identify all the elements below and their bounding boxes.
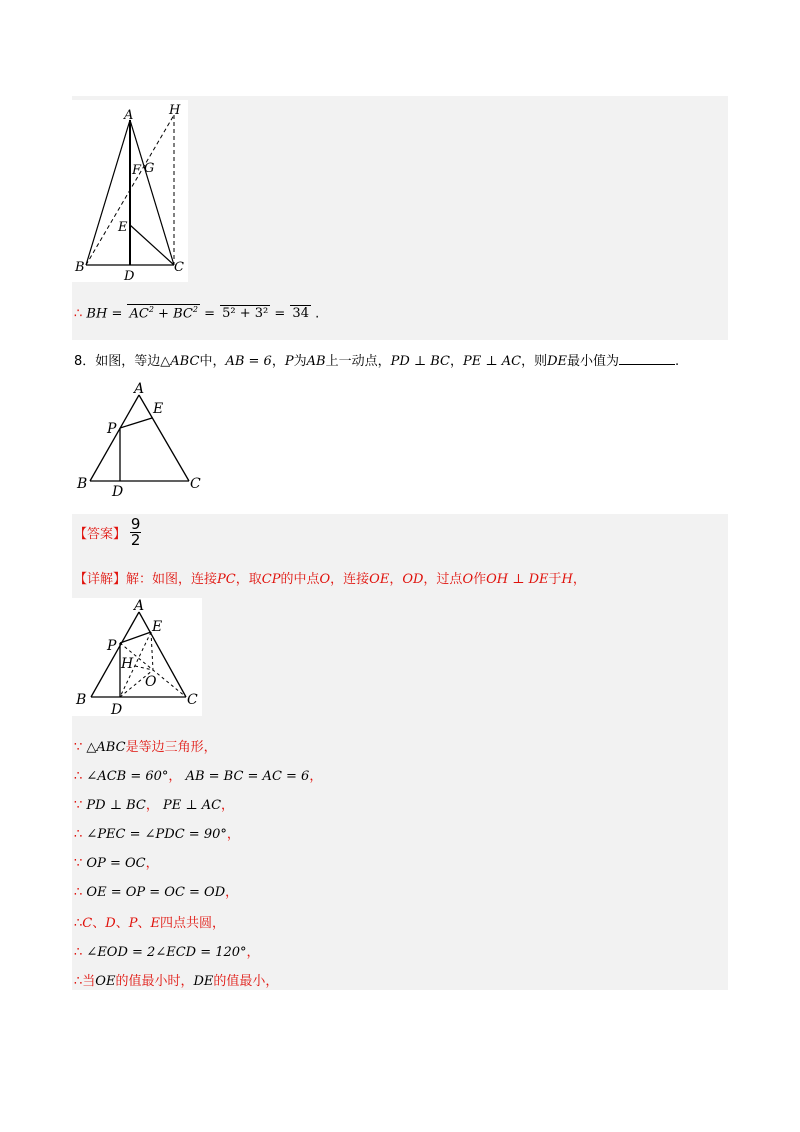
- step-5: ∵ OP = OC，: [74, 856, 159, 871]
- answer-line: [74, 517, 141, 548]
- fig1-label-a: A: [124, 108, 134, 123]
- step-6: ∴ OE = OP = OC = OD，: [74, 885, 239, 900]
- sol-label-b: B: [76, 692, 87, 708]
- step-8: ∴ ∠EOD = 2∠ECD = 120°，: [74, 945, 260, 960]
- bh-conclusion: ∴ BH = $AC^2 + BC^2 = 5^2 + 3^2 = 34$ .: [74, 305, 320, 322]
- answer-tag: 【答案】: [74, 527, 127, 542]
- answer-fraction: $\frac{9}{2}$: [130, 515, 141, 549]
- sol-label-p: P: [107, 638, 117, 654]
- sol-label-a: A: [134, 598, 145, 614]
- q8-label-d: D: [112, 484, 124, 498]
- fig1-label-d: D: [124, 269, 135, 282]
- fig1-label-h: H: [169, 103, 181, 118]
- fig1-label-g: G: [144, 161, 155, 176]
- q8-label-p: P: [107, 421, 117, 437]
- sol-label-c: C: [187, 692, 198, 708]
- bh-sqrt-3: 34: [292, 306, 309, 322]
- step-1: ∵ △ABC是等边三角形，: [74, 740, 217, 755]
- answer-blank: [619, 352, 675, 365]
- figure-triangle-bh: [72, 100, 188, 282]
- q8-label-a: A: [134, 381, 145, 397]
- sol-label-o: O: [145, 674, 157, 690]
- bh-sqrt-1: $AC^2 + BC^2$: [129, 305, 198, 322]
- fig1-label-b: B: [75, 260, 85, 275]
- fig1-label-e: E: [118, 220, 128, 235]
- figure-solution: [72, 598, 202, 716]
- detail-tag: 【详解】: [74, 572, 127, 587]
- q8-label-e: E: [153, 401, 164, 417]
- bh-sqrt-2: 5² + 3²: [222, 306, 269, 322]
- fig1-label-f: F: [132, 163, 142, 178]
- step-9: ∴当OE的值最小时，DE的值最小，: [74, 974, 279, 989]
- step-2: ∴ ∠ACB = 60°， AB = BC = AC = 6，: [74, 769, 323, 784]
- sol-label-d: D: [111, 702, 123, 716]
- fig1-label-c: C: [174, 260, 184, 275]
- q8-label-c: C: [190, 476, 201, 492]
- sol-label-h: H: [121, 656, 134, 672]
- step-7: ∴C、D、P、E四点共圆，: [74, 916, 225, 931]
- detail-line: 【详解】解：如图，连接PC，取CP的中点O，连接OE，OD，过点O作OH ⊥ DE于H，: [74, 572, 586, 587]
- step-3: ∵ PD ⊥ BC， PE ⊥ AC，: [74, 798, 235, 813]
- figure-question-8: [74, 380, 214, 498]
- question-8: 8．如图，等边△ABC中，AB = 6，P为AB上一动点，PD ⊥ BC，PE ⊥ AC，则DE最小值为 .: [74, 354, 680, 369]
- q8-label-b: B: [77, 476, 88, 492]
- sol-label-e: E: [152, 619, 163, 635]
- step-4: ∴ ∠PEC = ∠PDC = 90°，: [74, 827, 240, 842]
